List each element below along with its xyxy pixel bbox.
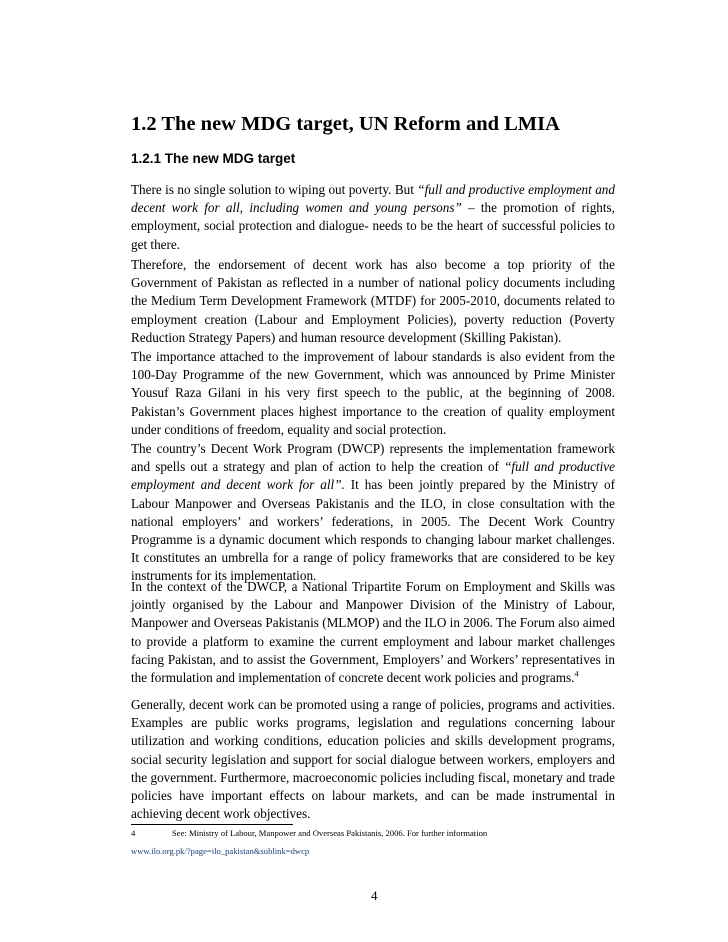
paragraph-4-quote: “full and productive employment and decent work for all”.	[131, 459, 615, 493]
paragraph-4-text-c: It has been jointly prepared by the Ministry of Labour Manpower and Overseas Pakistanis and the ILO, in close consultation with the national employers’ and workers’ federations, in 2005. The Decent Work Country Programme is a dynamic document which responds to changing labour market challenges. It constitutes an umbrella for a range of policy frameworks that are considered to be key instruments for its implementation.	[131, 477, 615, 584]
footnote-text: See: Ministry of Labour, Manpower and Overseas Pakistanis, 2006. For further information	[172, 828, 488, 838]
paragraph-6: Generally, decent work can be promoted using a range of policies, programs and activities. Examples are public works programs, legislation and regulations concerning labour utilization and working conditions, education policies and skills development programs, social security legislation and support for social dialogue between workers, employers and the government. Furthermore, macroeconomic policies including fiscal, monetary and trade policies have important effects on labour markets, and can be made instrumental in achieving decent work objectives.	[131, 697, 615, 822]
footnote	[131, 828, 631, 839]
page-number: 4	[371, 888, 378, 903]
paragraph-5-text: In the context of the DWCP, a National Tripartite Forum on Employment and Skills was jointly organised by the Labour and Manpower Division of the Ministry of Labour, Manpower and Overseas Pakistanis (MLMOP) and the ILO in 2006. The Forum also aimed to provide a platform to examine the current employment and labour market challenges facing Pakistan, and to assist the Government, Employers’ and Workers’ representatives in the formulation and implementation of concrete decent work policies and programs.	[131, 579, 615, 686]
paragraph-3: The importance attached to the improvement of labour standards is also evident from the 100-Day Programme of the new Government, which was announced by Prime Minister Yousuf Raza Gilani in his very first speech to the public, at the beginning of 2008. Pakistan’s Government places highest importance to the creation of quality employment under conditions of freedom, equality and social protection.	[131, 349, 615, 437]
section-heading: 1.2 The new MDG target, UN Reform and LMIA	[131, 113, 560, 135]
footnote-link[interactable]: www.ilo.org.pk/?page=ilo_pakistan&sublink=dwcp	[131, 846, 310, 856]
paragraph-5	[131, 578, 615, 687]
footnote-divider	[131, 824, 293, 825]
subsection-heading: 1.2.1 The new MDG target	[131, 151, 296, 166]
footnote-number: 4	[131, 828, 136, 838]
footnote-reference[interactable]: 4	[574, 669, 579, 679]
paragraph-1-quote: “full and productive employment and decent work for all, including women and young persons”	[131, 182, 615, 216]
paragraph-1-text-c: – the promotion of rights, employment, social protection and dialogue- needs to be the heart of successful policies to get there.	[131, 200, 615, 252]
paragraph-1	[131, 181, 615, 254]
paragraph-4	[131, 440, 615, 586]
paragraph-4-text-a: The country’s Decent Work Program (DWCP) represents the implementation framework and spells out a strategy and plan of action to help the creation of	[131, 441, 615, 475]
paragraph-2: Therefore, the endorsement of decent work has also become a top priority of the Government of Pakistan as reflected in a number of national policy documents including the Medium Term Development Framework (MTDF) for 2005-2010, documents related to employment creation (Labour and Employment Policies), poverty reduction (Poverty Reduction Strategy Papers) and human resource development (Skilling Pakistan).	[131, 257, 615, 345]
paragraph-1-text-a: There is no single solution to wiping out poverty. But	[131, 182, 418, 197]
